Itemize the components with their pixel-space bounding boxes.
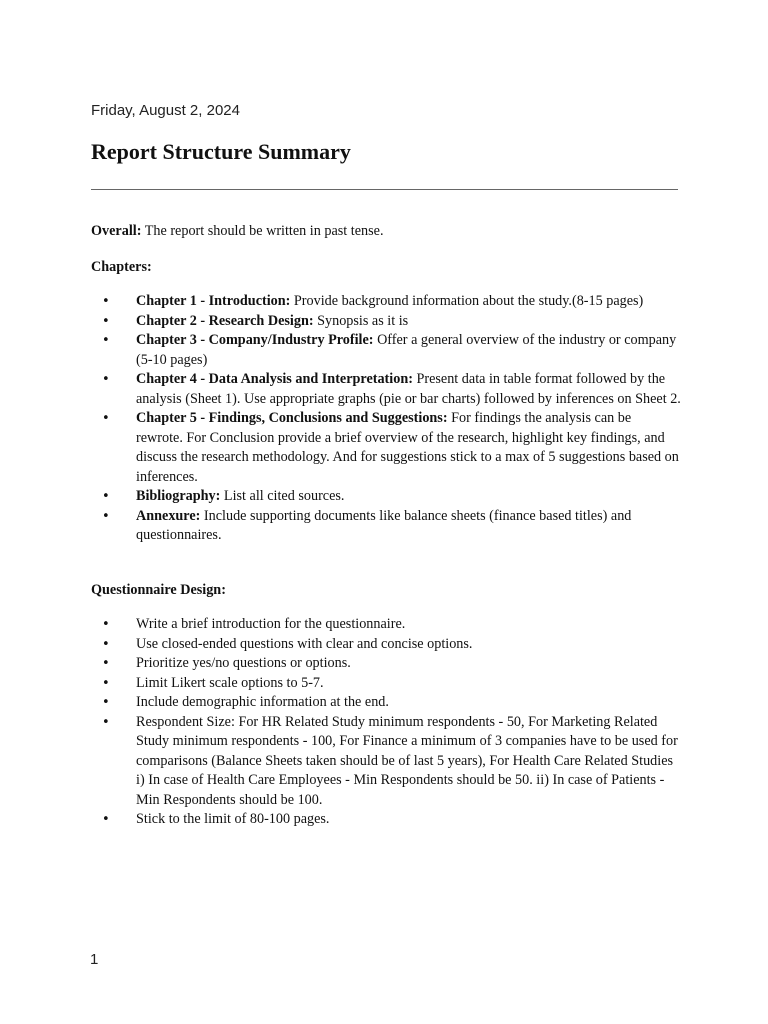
bullet-icon: • [102,372,110,387]
chapter-text: Offer a general overview of the industry or company (5-10 pages) [136,332,677,368]
questionnaire-heading: Questionnaire Design: [91,581,226,598]
chapter-text: List all cited sources. [220,488,345,504]
bullet-icon: • [102,714,110,730]
page-number: 1 [90,951,99,968]
overall-text: The report should be written in past tense. [141,223,384,239]
chapter-label: Bibliography: [136,488,221,504]
chapter-text: Provide background information about the study.(8-15 pages) [290,293,644,309]
chapter-text: Include supporting documents like balance sheets (finance based titles) and questionnaires. [136,507,632,543]
bullet-icon: • [102,636,110,652]
chapters-heading: Chapters: [91,258,152,275]
list-item [91,693,681,713]
questionnaire-item-text: Stick to the limit of 80-100 pages. [136,811,330,827]
list-item [91,615,681,635]
questionnaire-item-text: Write a brief introduction for the questionnaire. [136,616,406,632]
bullet-icon: • [102,656,110,671]
questionnaire-item-text: Include demographic information at the end. [136,694,389,710]
bullet-icon: • [102,489,110,504]
bullet-icon: • [102,695,110,710]
questionnaire-item-text: Respondent Size: For HR Related Study minimum respondents - 50, For Marketing Related Study minimum respondents - 100, For Finance a minimum of 3 companies have to be used for comparisons (Balance Sheets taken should be of last 5 years), For Health Care Related Studies i) In case of Health Care Employees - Min Respondents should be 50. ii) In case of Patients - Min Respondents should be 100. [136,713,678,808]
chapter-label: Chapter 2 - Research Design: [136,312,314,329]
bullet-icon: • [102,333,110,348]
list-item [91,292,681,312]
bullet-icon: • [102,812,110,827]
bullet-icon: • [102,508,110,524]
title-divider [91,189,678,190]
list-item [91,487,681,507]
document-date: Friday, August 2, 2024 [91,102,240,119]
document-title: Report Structure Summary [91,139,351,164]
list-item [91,810,681,830]
questionnaire-item-text: Limit Likert scale options to 5-7. [136,674,324,691]
list-item [91,713,681,811]
chapter-text: Present data in table format followed by the analysis (Sheet 1). Use appropriate graphs (pie or bar charts) followed by inferences on Sheet 2. [136,371,681,407]
chapter-label: Chapter 4 - Data Analysis and Interpretation: [136,371,413,387]
list-item [91,370,681,409]
bullet-icon: • [102,675,110,691]
list-item [91,635,681,655]
chapter-label: Chapter 3 - Company/Industry Profile: [136,332,374,348]
bullet-icon: • [102,411,110,426]
list-item [91,654,681,674]
chapter-label: Annexure: [136,507,201,524]
questionnaire-list [91,615,691,830]
list-item [91,409,681,487]
overall-paragraph [91,222,691,242]
chapter-label: Chapter 1 - Introduction: [136,293,291,309]
document-body [91,222,691,830]
list-item [91,312,681,332]
list-item [91,331,681,370]
questionnaire-item-text: Use closed-ended questions with clear and concise options. [136,635,473,652]
bullet-icon: • [102,294,110,309]
questionnaire-item-text: Prioritize yes/no questions or options. [136,655,351,671]
chapters-list [91,292,691,546]
bullet-icon: • [102,617,110,632]
chapter-text: Synopsis as it is [313,312,409,329]
bullet-icon: • [102,313,110,329]
chapter-label: Chapter 5 - Findings, Conclusions and Suggestions: [136,410,448,426]
chapter-text: For findings the analysis can be rewrote. For Conclusion provide a brief overview of the research, highlight key findings, and discuss the research methodology. And for suggestions stick to a max of 5 suggestions based on inferences. [136,410,679,485]
list-item [91,507,681,546]
list-item [91,674,681,694]
overall-label: Overall: [91,223,142,239]
